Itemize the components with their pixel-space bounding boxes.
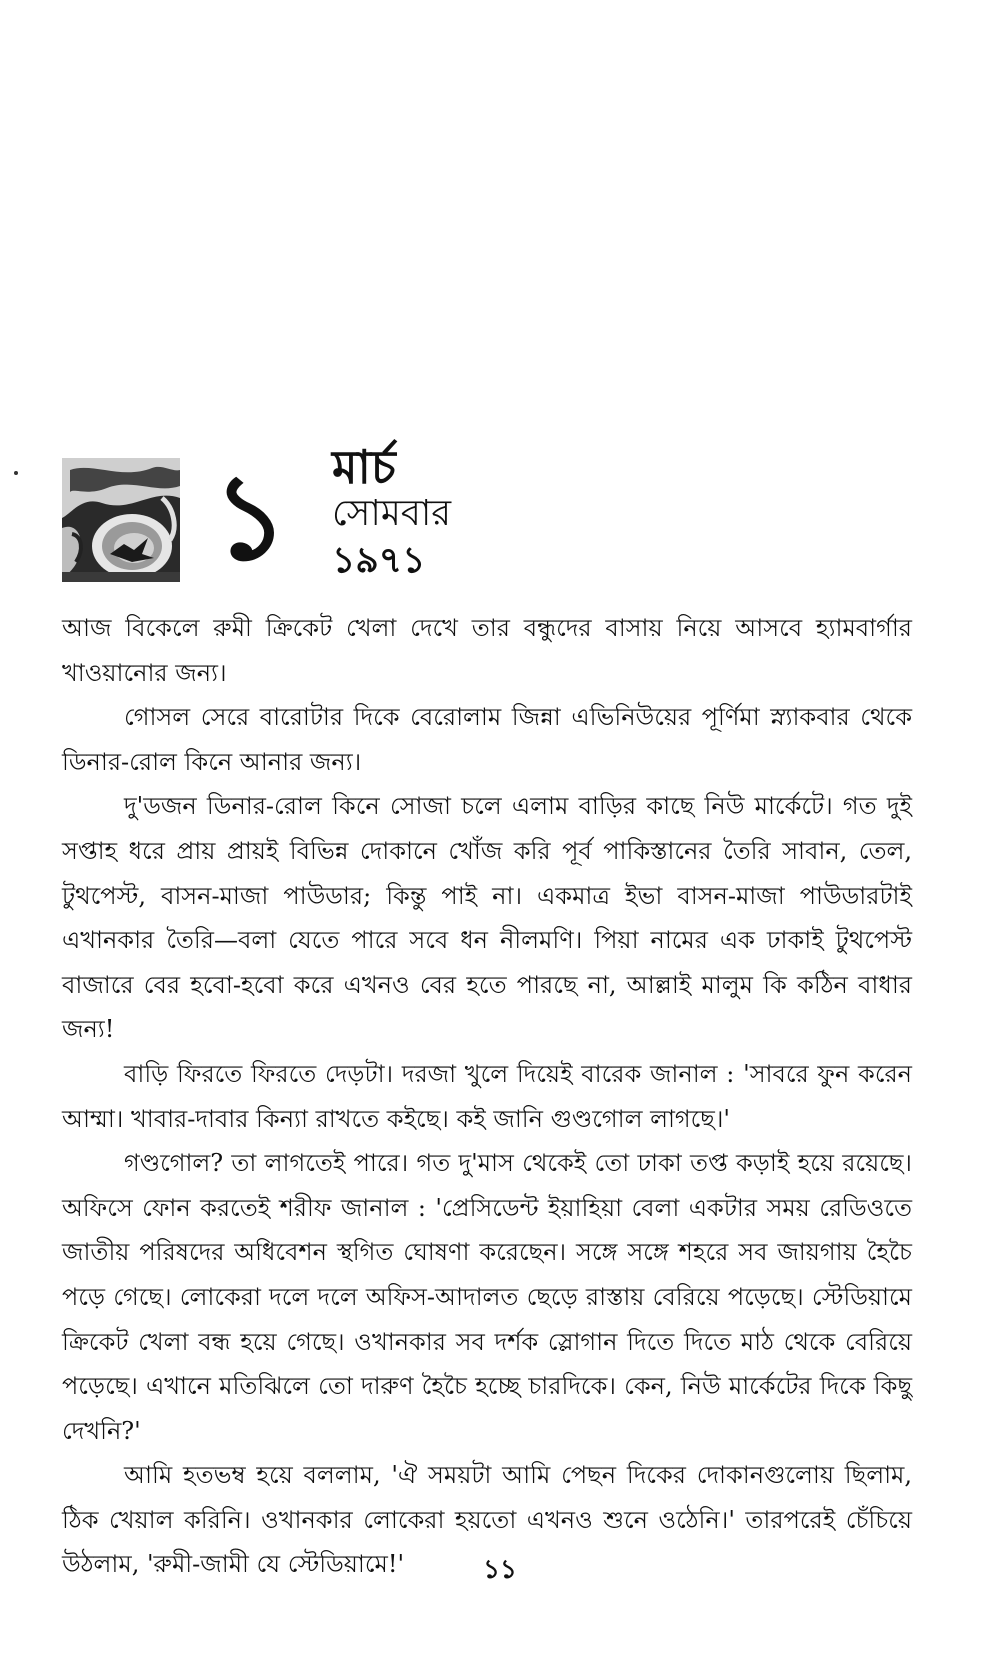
- year-label: ১৯৭১: [332, 539, 426, 581]
- paragraph: আমি হতভম্ব হয়ে বললাম, 'ঐ সময়টা আমি পেছন দিকের দোকানগুলোয় ছিলাম, ঠিক খেয়াল করিনি। ওখানকার লোকেরা হয়তো এখনও শুনে ওঠেনি।' তারপরেই চেঁচিয়ে উঠলাম, 'রুমী-জামী যে স্টেডিয়ামে!': [62, 1461, 912, 1579]
- weekday-label: সোমবার: [332, 493, 452, 534]
- chapter-header: [62, 440, 482, 590]
- scan-speck: [14, 471, 18, 475]
- paragraph: বাড়ি ফিরতে ফিরতে দেড়টা। দরজা খুলে দিয়েই বারেক জানাল : 'সাবরে ফুন করেন আম্মা। খাবার-দাবার কিন্যা রাখতে কইছে। কই জানি গুণ্ডগোল লাগছে।': [62, 1059, 912, 1133]
- day-numeral: ১: [212, 447, 289, 586]
- paragraph: গোসল সেরে বারোটার দিকে বেরোলাম জিন্না এভিনিউয়ের পূর্ণিমা স্ন্যাকবার থেকে ডিনার-রোল কিনে আনার জন্য।: [62, 703, 912, 776]
- diary-entry-body: [62, 606, 912, 1587]
- chapter-photo-image: [62, 458, 180, 582]
- paragraph: আজ বিকেলে রুমী ক্রিকেট খেলা দেখে তার বন্ধুদের বাসায় নিয়ে আসবে হ্যামবার্গার খাওয়ানোর জন্য।: [62, 614, 912, 687]
- paragraph: গণ্ডগোল? তা লাগতেই পারে। গত দু'মাস থেকেই তো ঢাকা তপ্ত কড়াই হয়ে রয়েছে। অফিসে ফোন করতেই শরীফ জানাল : 'প্রেসিডেন্ট ইয়াহিয়া বেলা একটার সময় রেডিওতে জাতীয় পরিষদের অধিবেশন স্থগিত ঘোষণা করেছেন। সঙ্গে সঙ্গে শহরে সব জায়গায় হৈচৈ পড়ে গেছে। লোকেরা দলে দলে অফিস-আদালত ছেড়ে রাস্তায় বেরিয়ে পড়েছে। স্টেডিয়ামে ক্রিকেট খেলা বন্ধ হয়ে গেছে। ওখানকার সব দর্শক স্লোগান দিতে দিতে মাঠ থেকে বেরিয়ে পড়েছে। এখানে মতিঝিলে তো দারুণ হৈচৈ হচ্ছে চারদিকে। কেন, নিউ মার্কেটের দিকে কিছু দেখনি?': [62, 1149, 912, 1445]
- chapter-photo: [62, 458, 180, 582]
- paragraph: দু'ডজন ডিনার-রোল কিনে সোজা চলে এলাম বাড়ির কাছে নিউ মার্কেটে। গত দুই সপ্তাহ ধরে প্রায় প্রায়ই বিভিন্ন দোকানে খোঁজ করি পূর্ব পাকিস্তানের তৈরি সাবান, তেল, টুথপেস্ট, বাসন-মাজা পাউডার; কিন্তু পাই না। একমাত্র ইভা বাসন-মাজা পাউডারটাই এখানকার তৈরি—বলা যেতে পারে সবে ধন নীলমণি। পিয়া নামের এক ঢাকাই টুথপেস্ট বাজারে বের হবো-হবো করে এখনও বের হতে পারছে না, আল্লাই মালুম কি কঠিন বাধার জন্য!: [62, 792, 912, 1044]
- page-number: ১১: [483, 1555, 517, 1585]
- month-title: মার্চ: [332, 440, 396, 494]
